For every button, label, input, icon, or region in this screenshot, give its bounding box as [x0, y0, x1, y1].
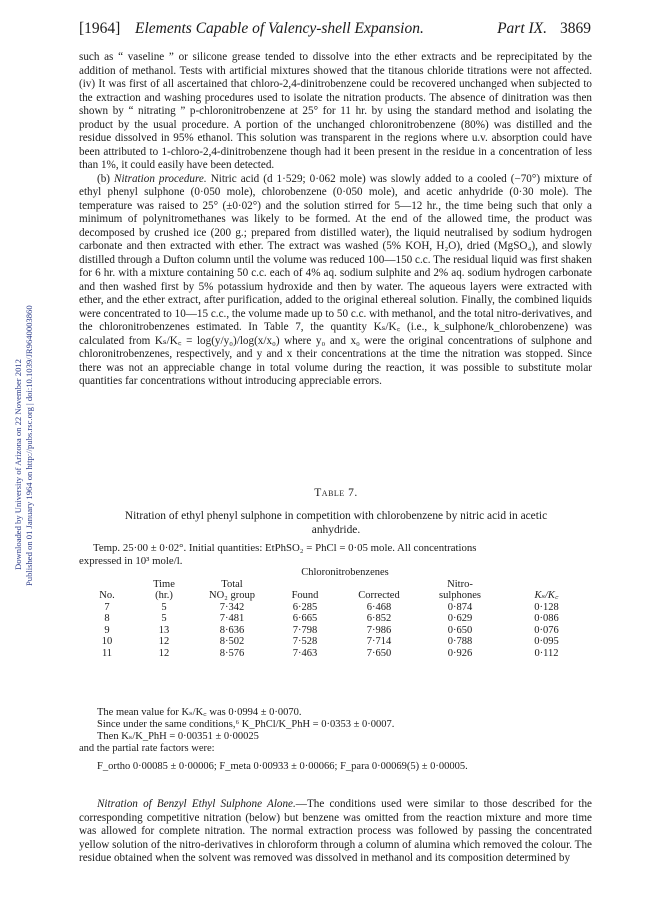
- cell-no: 7: [104, 601, 110, 613]
- header-part: Part IX.: [497, 20, 547, 37]
- cell-time: 5: [161, 613, 167, 624]
- results-table: [79, 567, 592, 659]
- cell-time: 12: [158, 647, 170, 659]
- cell-nitro: 0·788: [447, 636, 473, 647]
- header-year: [1964]: [79, 20, 121, 37]
- cell-found: 6·285: [292, 601, 318, 613]
- paragraph-body: Nitric acid (d 1·529; 0·062 mole) was slowly added to a cooled (−70°) mixture of ethyl phenyl sulphone (0·050 mole), chlorobenzene (0·050 mole), and acetic anhydride (0·30 mole). The temperature was raised to 25° (±0·02°) and the solution stirred for 5—12 hr., the time being such that only a minimum of polynitromethanes was likely to be formed. At the end of the allowed time, the product was decomposed by crushed ice (200 g.; prepared from distilled water), the liquid neutralised by sodium hydrogen carbonate and then extracted with ether. The extract was washed (5% KOH, H₂O), dried (MgSO₄), and slowly distilled through a Dufton column until the volume was reduced 100—150 c.c. The residual liquid was first shaken for 6 hr. with a mixture containing 50 c.c. each of 4% aq. sodium sulphite and 2% aq. sodium hydrogen carbonate and then washed first by 5% potassium hydroxide and then by water. The aqueous layers were extracted with ether, and the ether extract, after purification, added to the original ethereal solution. Finally, the combined liquids were concentrated to 10—15 c.c., the volume made up to 50 c.c. with methanol, and the total nitro-derivatives, and the chloronitrobenzenes estimated. In Table 7, the quantity Kₛ/K꜀ (i.e., k_sulphone/k_chlorobenzene) was calculated from Kₛ/K꜀ = log(y/y₀)/log(x/x₀) where y₀ and x₀ were the original concentrations of sulphone and chloronitrobenzenes, respectively, and y and x their concentrations at the time the nitration was stopped. Since there was not an appreciable change in total volume during the reaction, it was possible to substitute molar quantities far concentrations without introducing appreciable errors.: [79, 172, 592, 387]
- note-mean: The mean value for Kₛ/K꜀ was 0·0994 ± 0·0070.: [97, 707, 302, 718]
- cell-total: 8·502: [219, 636, 245, 647]
- header-row-1: [79, 579, 592, 591]
- conditions-line-2: expressed in 10³ mole/l.: [79, 554, 183, 567]
- paragraph-body: —The conditions used were similar to those described for the corresponding competitive nitration (below) but benzene was omitted from the reaction mixture and more time was allowed for complete nitration. The normal extraction process was followed by passing the concentrated yellow solution of the nitro-derivatives in chloroform through a column of alumina which removed the colour. The residue obtained when the solvent was removed was dissolved in methanol and its composition determined by: [79, 798, 593, 864]
- cell-corrected: 6·468: [366, 601, 392, 613]
- table-row: [79, 602, 592, 614]
- header-row-group: [79, 567, 592, 579]
- section-heading: Nitration of Benzyl Ethyl Sulphone Alone.: [97, 798, 296, 810]
- cell-ratio: 0·076: [534, 624, 559, 636]
- col-no: No.: [99, 590, 115, 601]
- col-corrected: Corrected: [358, 590, 400, 601]
- download-note[interactable]: Downloaded by University of Arizona on 22 November 2012: [13, 359, 23, 570]
- cell-found: 7·798: [292, 624, 318, 636]
- cell-no: 10: [101, 636, 113, 647]
- cell-nitro: 0·926: [447, 647, 473, 659]
- paragraph-nitration-procedure: [79, 173, 592, 389]
- cell-found: 6·665: [292, 613, 318, 624]
- table-number: Table 7.: [314, 487, 358, 499]
- table-row: [79, 648, 592, 660]
- paragraph-continuation: such as “ vaseline ” or silicone grease tended to dissolve into the ether extracts and be reprecipitated by the addition of methanol. Tests with artificial mixtures showed that the titanous chloride titrations were not affected. (iv) It was first of all ascertained that chloro-2,4-dinitrobenzene could be recovered unchanged when subjected to the extraction and washing procedures used to isolate the nitration products. The absence of dinitration was then shown by “ nitrating ” p-chloronitrobenzene at 25° for 11 hr. by using the standard method and isolating the product by the usual procedure. A portion of the unchanged chloronitrobenzene (80%) was distilled and the residue dissolved in 95% ethanol. This solution was transparent in the regions where u.v. absorption could have been attributed to 1-chloro-2,4-dinitrobenzene though had it been present in the residue in a concentration of less than 1%, it could easily have been detected.: [79, 51, 592, 171]
- page-number: 3869: [560, 20, 591, 37]
- header-row-2: [79, 590, 592, 602]
- cell-no: 9: [104, 624, 110, 636]
- table-caption: Nitration of ethyl phenyl sulphone in competition with chlorobenzene by nitric acid in acetic anhydride.: [124, 510, 548, 536]
- col-found: Found: [291, 590, 319, 601]
- col-nitro: Nitro-: [447, 578, 473, 590]
- cell-time: 13: [158, 624, 170, 636]
- cell-total: 7·481: [219, 613, 245, 624]
- table-notes: [79, 707, 592, 773]
- col-total: Total: [221, 578, 243, 590]
- download-watermark: [0, 190, 44, 590]
- main-text: [79, 51, 592, 389]
- cell-nitro: 0·629: [447, 613, 473, 624]
- cell-ratio: 0·128: [534, 601, 559, 613]
- table-conditions: [79, 542, 592, 567]
- header-title: Elements Capable of Valency-shell Expansion.: [135, 20, 424, 37]
- cell-found: 7·463: [292, 647, 318, 659]
- cell-total: 8·576: [219, 647, 245, 659]
- conditions-line-1: Temp. 25·00 ± 0·02°. Initial quantities: EtPhSO₂ = PhCl = 0·05 mole. All concentrations: [93, 542, 477, 554]
- cell-time: 12: [158, 636, 170, 647]
- cell-found: 7·528: [292, 636, 318, 647]
- table-row: [79, 625, 592, 637]
- running-header: [79, 20, 591, 42]
- cell-ratio: 0·095: [534, 636, 559, 647]
- note-partial-rate: and the partial rate factors were:: [79, 743, 215, 754]
- note-conditions: Since under the same conditions,⁶ K_PhCl/K_PhH = 0·0353 ± 0·0007.: [97, 719, 395, 730]
- col-time: Time: [153, 578, 175, 590]
- paragraph-label: (b): [97, 172, 110, 185]
- note-ratio: Then Kₛ/K_PhH = 0·00351 ± 0·00025: [97, 731, 259, 742]
- col-nitro-unit: sulphones: [439, 590, 481, 601]
- table-row: [79, 613, 592, 625]
- cell-total: 8·636: [219, 624, 245, 636]
- cell-corrected: 6·852: [366, 613, 392, 624]
- note-factors: F_ortho 0·00085 ± 0·00006; F_meta 0·00933 ± 0·00066; F_para 0·00069(5) ± 0·00005.: [97, 761, 468, 772]
- col-ratio: Kₛ/K꜀: [534, 590, 559, 601]
- paragraph-benzyl: [79, 798, 592, 866]
- group-header: Chloronitrobenzenes: [301, 567, 389, 578]
- cell-corrected: 7·650: [366, 647, 392, 659]
- cell-corrected: 7·714: [366, 636, 392, 647]
- cell-time: 5: [161, 601, 167, 613]
- cell-corrected: 7·986: [366, 624, 392, 636]
- section-heading: Nitration procedure.: [114, 172, 207, 185]
- cell-nitro: 0·650: [447, 624, 473, 636]
- table-row: [79, 636, 592, 648]
- cell-nitro: 0·874: [447, 601, 473, 613]
- cell-total: 7·342: [219, 601, 245, 613]
- cell-no: 11: [101, 647, 113, 659]
- cell-ratio: 0·112: [534, 647, 559, 659]
- cell-no: 8: [104, 613, 110, 624]
- cell-ratio: 0·086: [534, 613, 559, 624]
- publication-note[interactable]: Published on 01 January 1964 on http://pubs.rsc.org | doi:10.1039/JR9640003860: [24, 305, 34, 586]
- col-total-unit: NO₂ group: [209, 590, 255, 601]
- col-time-unit: (hr.): [155, 590, 173, 601]
